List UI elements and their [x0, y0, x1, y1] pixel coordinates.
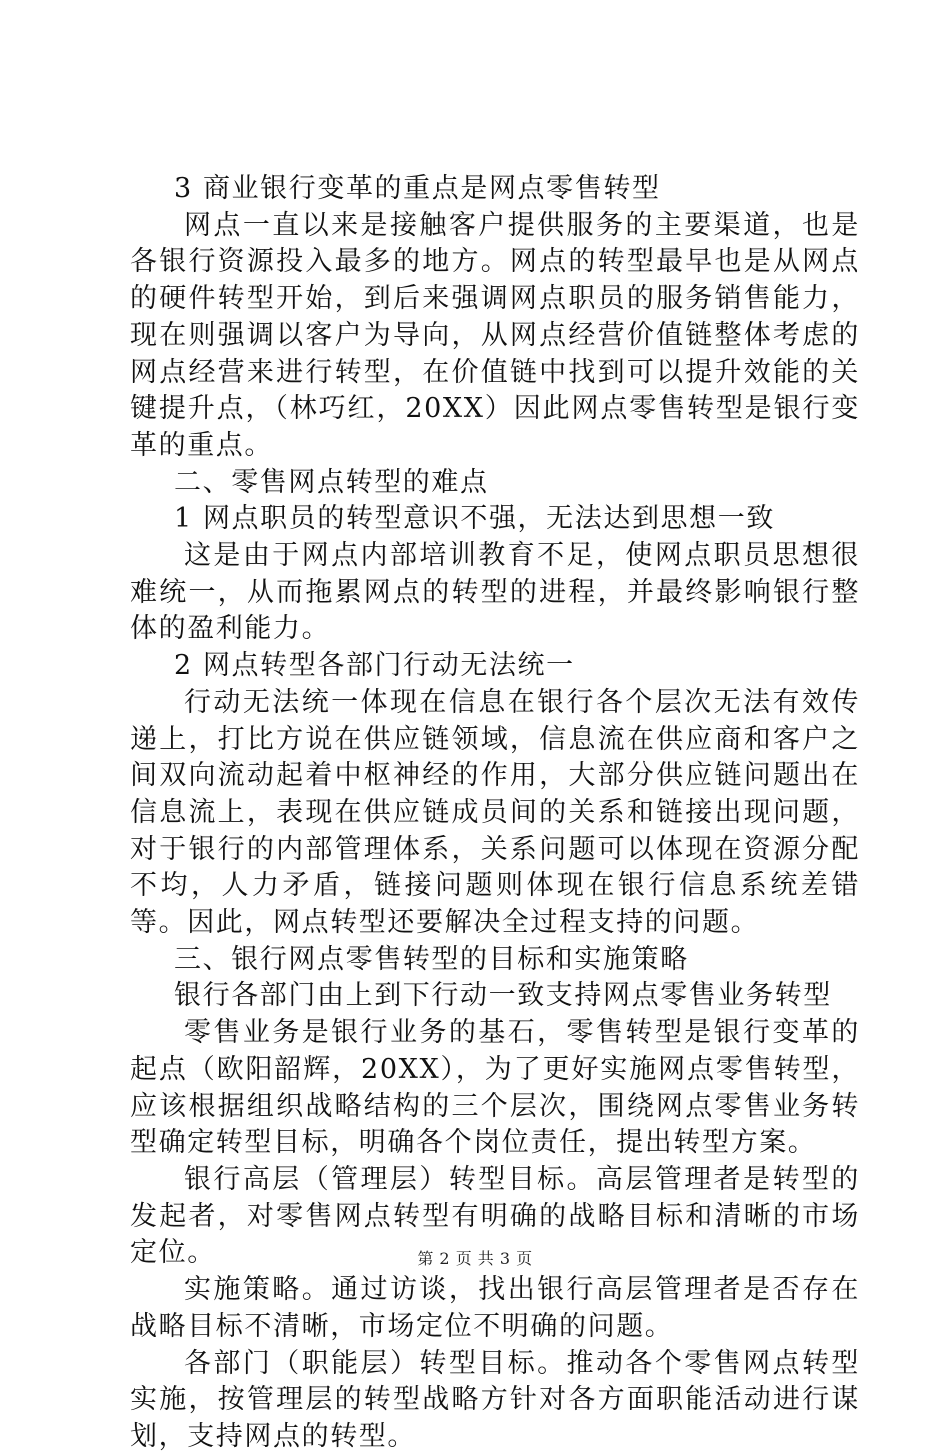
- paragraph-retail-foundation: 零售业务是银行业务的基石，零售转型是银行变革的起点（欧阳韶辉，20XX），为了更好实施网点零售转型，应该根据组织战略结构的三个层次，围绕网点零售业务转型确定转型目标，明确各个岗位责任，提出转型方案。: [130, 1017, 860, 1159]
- subheading-departments: 2 网点转型各部门行动无法统一: [174, 650, 575, 682]
- paragraph-functional-level: 各部门（职能层）转型目标。推动各个零售网点转型实施，按管理层的转型战略方针对各方面职能活动进行谋划，支持网点的转型。: [130, 1347, 860, 1452]
- page-footer: 第 2 页 共 3 页: [417, 1249, 533, 1268]
- section-heading-3: 3 商业银行变革的重点是网点零售转型: [174, 173, 661, 204]
- paragraph-outlets-channel: 网点一直以来是接触客户提供服务的主要渠道，也是各银行资源投入最多的地方。网点的转型最早也是从网点的硬件转型开始，到后来强调网点职员的服务销售能力，现在则强调以客户为导向，从网点经营价值链整体考虑的网点经营来进行转型，在价值链中找到可以提升效能的关键提升点，（林巧红，20XX）因此网点零售转型是银行变革的重点。: [130, 209, 860, 461]
- subheading-top-down: 银行各部门由上到下行动一致支持网点零售业务转型: [174, 980, 832, 1012]
- section-heading-difficulties: 二、零售网点转型的难点: [174, 466, 489, 498]
- subheading-awareness: 1 网点职员的转型意识不强，无法达到思想一致: [174, 503, 775, 535]
- paragraph-training: 这是由于网点内部培训教育不足，使网点职员思想很难统一，从而拖累网点的转型的进程，并最终影响银行整体的盈利能力。: [130, 540, 860, 645]
- paragraph-senior-management: 银行高层（管理层）转型目标。高层管理者是转型的发起者，对零售网点转型有明确的战略目标和清晰的市场定位。: [130, 1163, 860, 1269]
- paragraph-strategy: 实施策略。通过访谈，找出银行高层管理者是否存在战略目标不清晰，市场定位不明确的问题。: [130, 1274, 860, 1342]
- paragraph-information-flow: 行动无法统一体现在信息在银行各个层次无法有效传递上，打比方说在供应链领域，信息流在供应商和客户之间双向流动起着中枢神经的作用，大部分供应链问题出在信息流上，表现在供应链成员间的关系和链接出现问题，对于银行的内部管理体系，关系问题可以体现在资源分配不均，人力矛盾，链接问题则体现在银行信息系统差错等。因此，网点转型还要解决全过程支持的问题。: [130, 686, 860, 939]
- section-heading-goals: 三、银行网点零售转型的目标和实施策略: [174, 943, 689, 975]
